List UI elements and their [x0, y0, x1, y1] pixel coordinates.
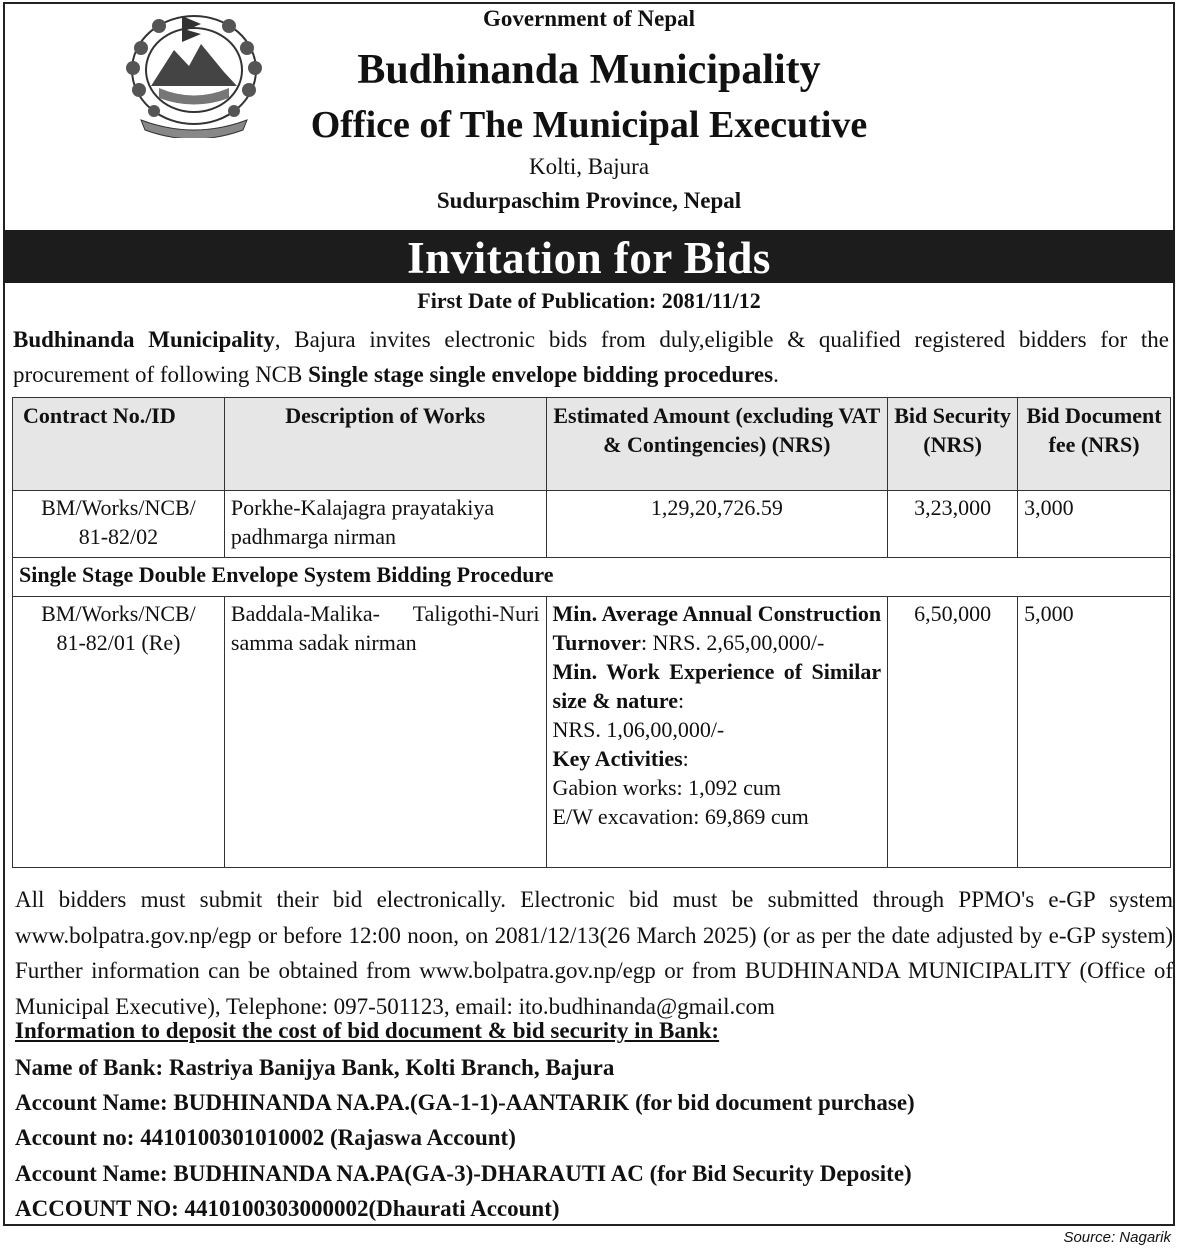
header-security: Bid Security (NRS): [888, 398, 1018, 491]
bank-info-heading: Information to deposit the cost of bid document & bid security in Bank:: [15, 1018, 720, 1043]
intro-text: , Bajura invites electronic bids from duly,eligible & qualified registered bidders for the procurement of following NCB: [13, 327, 1169, 387]
office-name: Office of The Municipal Executive: [310, 104, 868, 146]
key-activities-label: Key Activities: [552, 746, 683, 771]
location-line: Kolti, Bajura: [528, 154, 650, 179]
section-row: [13, 558, 1171, 597]
contract-id-part: 81-82/02: [78, 524, 159, 549]
activity-gabion: Gabion works: 1,092 cum: [552, 775, 782, 800]
municipality-name: Budhinanda Municipality: [357, 47, 821, 93]
submission-paragraph: All bidders must submit their bid electronically. Electronic bid must be submitted through PPMO's e-GP system www.bolpatra.gov.np/egp or before 12:00 noon, on 2081/12/13(26 March 2025) (or as per the date adjusted by e-GP system) Further information can be obtained from www.bolpatra.gov.np/egp or from BUDHINANDA MUNICIPALITY (Office of Municipal Executive), Telephone: 097-501123, email: ito.budhinanda@gmail.com: [15, 887, 1173, 1019]
req-turnover-label: Min. Average Annual Construction Turnover: [552, 601, 882, 655]
intro-bold-start: Budhinanda Municipality: [13, 327, 275, 352]
notice-frame: [3, 2, 1175, 1226]
account-name-1: Account Name: BUDHINANDA NA.PA.(GA-1-1)-AANTARIK (for bid document purchase): [15, 1090, 915, 1115]
account-no-2: ACCOUNT NO: 4410100303000002(Dhaurati Account): [15, 1196, 560, 1221]
source-credit: Source: Nagarik: [1063, 1229, 1171, 1246]
header-contract: Contract No./ID: [13, 398, 225, 491]
fee-cell: 5,000: [1018, 597, 1171, 868]
contract-id-part: BM/Works/NCB/: [41, 495, 196, 520]
description-cell: Baddala-Malika- Taligothi-Nuri samma sadak nirman: [224, 597, 546, 868]
table-row: [13, 597, 1171, 868]
req-turnover-value: : NRS. 2,65,00,000/-: [640, 630, 825, 655]
account-no-1: Account no: 4410100301010002 (Rajaswa Account): [15, 1125, 516, 1150]
bids-table: [12, 397, 1171, 868]
intro-bold-end: Single stage single envelope bidding procedures: [308, 362, 774, 387]
key-activities-colon: :: [682, 746, 689, 771]
contract-id-part: BM/Works/NCB/: [41, 601, 196, 626]
intro-tail: .: [773, 362, 779, 387]
requirements-cell: [546, 597, 888, 868]
government-line: Government of Nepal: [482, 6, 696, 31]
intro-paragraph: [13, 322, 1169, 392]
req-experience-label: Min. Work Experience of Similar size & nature: [552, 659, 882, 713]
description-cell: Porkhe-Kalajagra prayatakiya padhmarga nirman: [224, 491, 546, 558]
table-header-row: [13, 398, 1171, 491]
header-amount: Estimated Amount (excluding VAT & Contingencies) (NRS): [546, 398, 888, 491]
security-cell: 3,23,000: [888, 491, 1018, 558]
section-label: Single Stage Double Envelope System Bidding Procedure: [13, 558, 1171, 597]
publication-date: First Date of Publication: 2081/11/12: [417, 288, 761, 313]
security-cell: 6,50,000: [888, 597, 1018, 868]
title-bar: Invitation for Bids: [3, 230, 1175, 283]
req-experience-amount: NRS. 1,06,00,000/-: [552, 717, 725, 742]
account-name-2: Account Name: BUDHINANDA NA.PA(GA-3)-DHARAUTI AC (for Bid Security Deposite): [15, 1161, 912, 1186]
contract-id-part: 81-82/01 (Re): [56, 630, 181, 655]
header-fee: Bid Document fee (NRS): [1018, 398, 1171, 491]
contract-id-cell: [13, 597, 225, 868]
activity-excavation: E/W excavation: 69,869 cum: [552, 804, 809, 829]
province-line: Sudurpaschim Province, Nepal: [436, 188, 742, 213]
amount-cell: 1,29,20,726.59: [546, 491, 888, 558]
fee-cell: 3,000: [1018, 491, 1171, 558]
header-description: Description of Works: [224, 398, 546, 491]
table-row: [13, 491, 1171, 558]
req-experience-colon: :: [677, 688, 685, 713]
header: [5, 4, 1173, 230]
contract-id-cell: [13, 491, 225, 558]
bank-name: Name of Bank: Rastriya Banijya Bank, Kolti Branch, Bajura: [15, 1055, 615, 1080]
